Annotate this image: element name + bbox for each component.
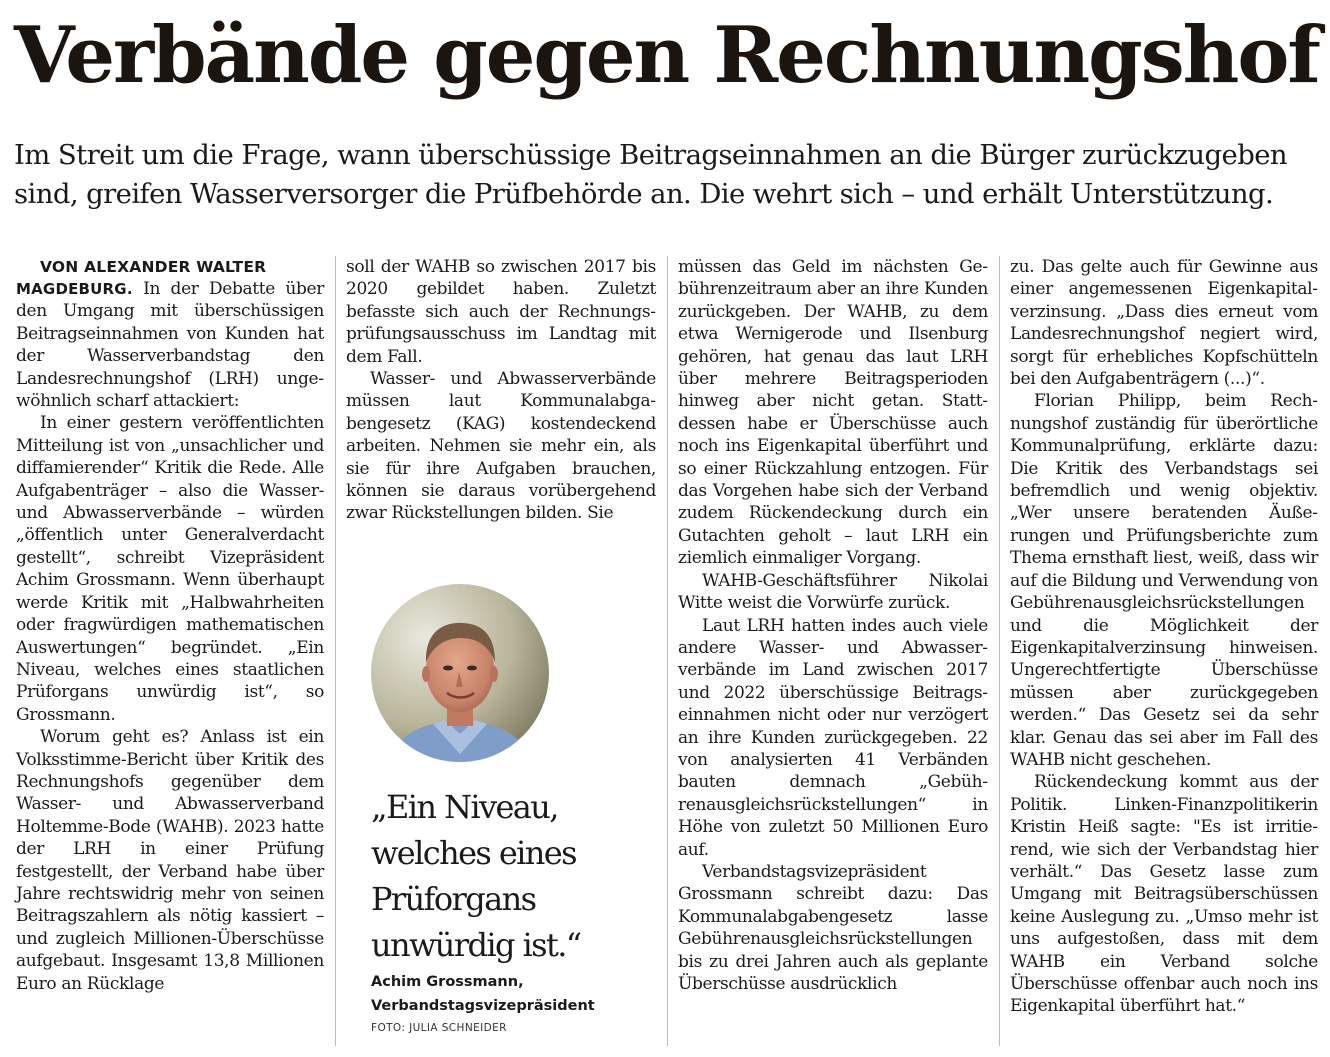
- column-divider: [335, 256, 336, 1046]
- pullquote: „Ein Niveau, welches eines Prüforgans unwürdig ist.“: [371, 788, 581, 964]
- article-paragraph: Worum geht es? Anlass ist ein Volksstimme-Bericht über Kritik des Rechnungshofs gegenüber dem Wasser- und Abwasserverband Holtemme-Bode (WAHB). 2023 hatte der LRH in einer Prüfung festgestellt, der Verband habe über Jahre rechtswidrig mehr von seinen Beitragszahlern als nötig kassiert – und zugleich Millionen-Überschüsse aufgebaut. Insgesamt 13,8 Millionen Euro an Rücklage: [16, 727, 324, 994]
- pullquote-attribution: [371, 970, 661, 1018]
- article-column-2: [346, 256, 656, 525]
- byline: VON ALEXANDER WALTER: [40, 258, 267, 276]
- article-paragraph: Verbandstagsvizepräsident Grossmann schreibt dazu: Das Kommunalabgabengesetz lasse Gebührenausgleichsrückstellungen bis zu drei Jahren auch als geplante Überschüsse ausdrücklich: [678, 861, 988, 994]
- article-paragraph: Wasser- und Abwasserverbände müssen laut Kommunalabgabengesetz (KAG) kostendeckend arbeiten. Nehmen sie mehr ein, als sie für ihre Aufgaben brauchen, können sie daraus vorübergehend zwar Rückstellungen bilden. Sie: [346, 369, 656, 524]
- pullquote-author-title: Verbandstagsvizepräsident: [371, 998, 595, 1014]
- column-divider: [999, 256, 1000, 1046]
- article-paragraph: WAHB-Geschäftsführer Nikolai Witte weist die Vorwürfe zurück.: [678, 570, 988, 614]
- article-paragraph: [16, 278, 324, 412]
- photo-credit: FOTO: JULIA SCHNEIDER: [371, 1022, 507, 1034]
- paragraph-text: In der Debatte über den Umgang mit überschüssigen Beitragseinnahmen von Kunden hat der Wasserverbandstag den Landesrechnungshof (LRH) ungewöhnlich scharf attackiert:: [16, 279, 324, 412]
- article-paragraph: müssen das Geld im nächsten Gebührenzeitraum aber an ihre Kunden zurückgeben. Der WAHB, zu dem etwa Wernigerode und Ilsenburg gehören, hat genau das laut LRH über mehrere Beitragsperioden hinweg aber nicht getan. Stattdessen habe er Überschüsse auch noch ins Eigenkapital überführt und so einer Rückzahlung entzogen. Für das Vorgehen habe sich der Verband zudem Rückendeckung durch ein Gutachten geholt – laut LRH ein ziemlich einmaliger Vorgang.: [678, 257, 988, 569]
- dateline: MAGDEBURG.: [16, 280, 133, 298]
- article-paragraph: Laut LRH hatten indes auch viele andere Wasser- und Abwasserverbände im Land zwischen 2017 und 2022 überschüssige Beitragseinnahmen nicht oder nur verzögert an ihre Kunden zurückgegeben. 22 von analysierten 41 Verbänden bauten demnach „Gebührenausgleichsrückstellungen“ in Höhe von zuletzt 50 Millionen Euro auf.: [678, 615, 988, 860]
- pullquote-author-name: Achim Grossmann,: [371, 974, 524, 990]
- article-paragraph: Florian Philipp, beim Rechnungshof zuständig für überörtliche Kommunalprüfung, erklärte dazu: Die Kritik des Verbandstags sei befremdlich und wenig objektiv. „Wer unsere beratenden Äußerungen und Prüfungsberichte zum Thema ernsthaft liest, weiß, dass wir auf die Bildung und Verwendung von Gebührenausgleichsrückstellungen und die Möglichkeit der Eigenkapitalverzinsung hinweisen. Ungerechtfertigte Überschüsse müssen aber zurückgegeben werden.“ Das Gesetz sei da sehr klar. Genau das sei aber im Fall des WAHB nicht geschehen.: [1010, 391, 1318, 770]
- article-paragraph: Rückendeckung kommt aus der Politik. Linken-Finanzpolitikerin Kristin Heiß sagte: "Es ist irritierend, wie sich der Verbandstag hier verhält.“ Das Gesetz lasse zum Umgang mit Beitragsüberschüssen keine Auslegung zu. „Umso mehr ist uns aufgestoßen, dass mit dem WAHB ein Verband solche Überschüsse offenbar auch noch ins Eigenkapital überführt hat.“: [1010, 772, 1318, 1017]
- portrait-illustration: [371, 584, 549, 762]
- subheadline: Im Streit um die Frage, wann überschüssige Beitragseinnahmen an die Bürger zurückzugeben sind, greifen Wasserversorger die Prüfbehörde an. Die wehrt sich – und erhält Unterstützung.: [14, 139, 1287, 210]
- article-paragraph: In einer gestern veröffentlichten Mitteilung ist von „unsachlicher und diffamierender“ Kritik die Rede. Alle Aufgabenträger – also die Wasser- und Abwasserverbände – würden „öffentlich unter Generalverdacht gestellt“, schreibt Vizepräsident Achim Grossmann. Wenn überhaupt werde Kritik mit „Halbwahrheiten oder fragwürdigen mathematischen Auswertungen“ begründet. „Ein Niveau, welches eines staatlichen Prüforgans unwürdig ist“, so Grossmann.: [16, 413, 324, 725]
- portrait-photo: [371, 584, 549, 762]
- article-column-3: [678, 256, 988, 995]
- headline: Verbände gegen Rechnungshof: [14, 10, 1319, 101]
- article-paragraph: soll der WAHB so zwischen 2017 bis 2020 gebildet haben. Zuletzt befasste sich auch der Rechnungsprüfungsausschuss im Landtag mit dem Fall.: [346, 257, 656, 367]
- article-column-4: [1010, 256, 1318, 1018]
- article-paragraph: zu. Das gelte auch für Gewinne aus einer angemessenen Eigenkapitalverzinsung. „Dass dies erneut vom Landesrechnungshof negiert wird, sorgt für erhebliches Kopfschütteln bei den Aufgabenträgern (...)“.: [1010, 257, 1318, 390]
- article-column-1: [16, 256, 324, 995]
- column-divider: [667, 256, 668, 1046]
